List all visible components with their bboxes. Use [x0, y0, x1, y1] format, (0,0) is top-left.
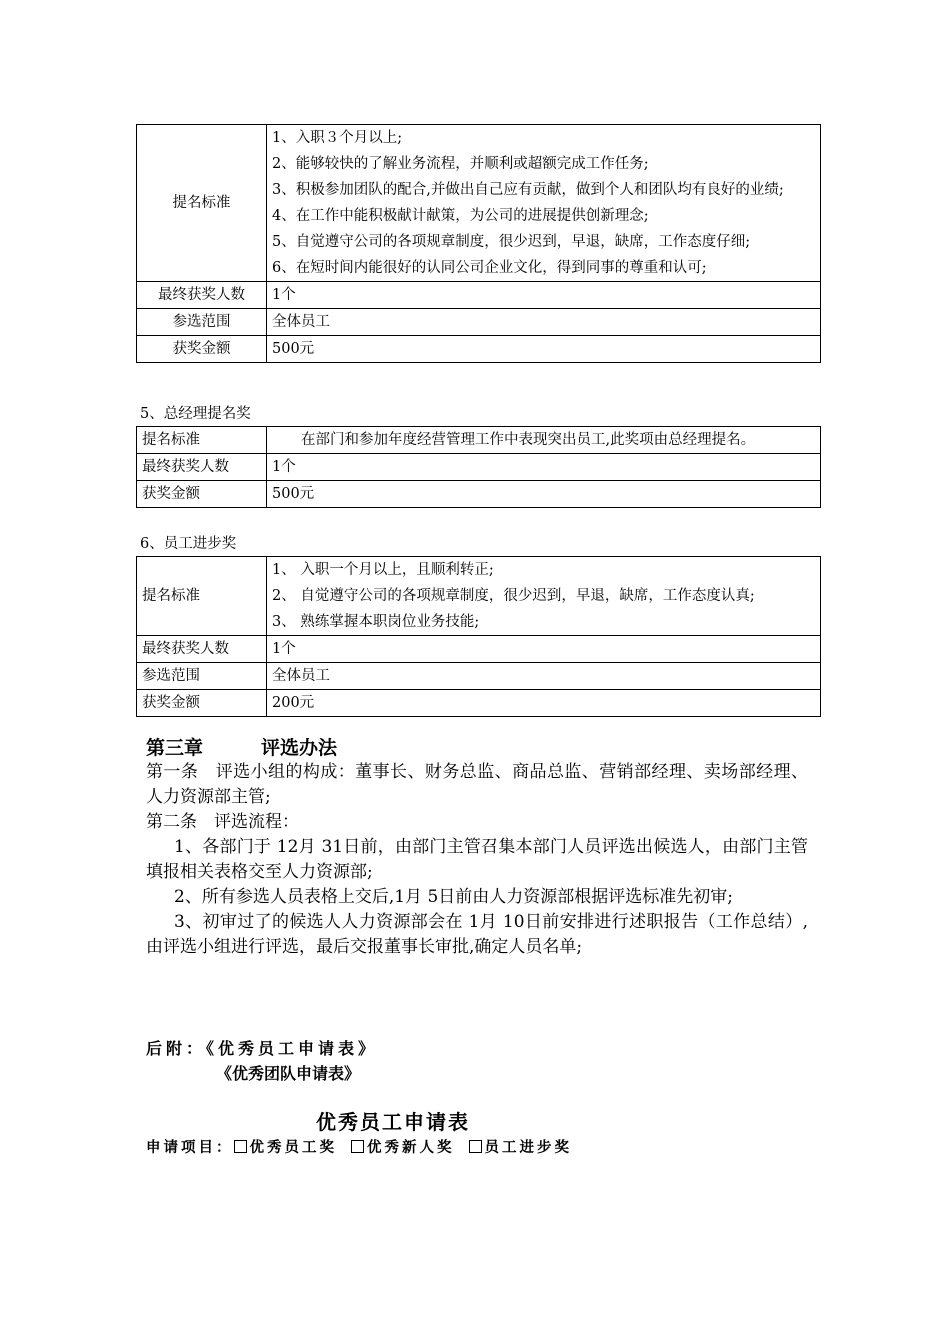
table-row — [137, 557, 821, 636]
table-row — [137, 454, 821, 481]
checkbox-icon[interactable] — [469, 1140, 482, 1153]
option-label: 优秀员工奖 — [249, 1140, 337, 1156]
criteria-line: 3、积极参加团队的配合,并做出自己应有贡献，做到个人和团队均有良好的业绩; — [272, 182, 784, 198]
winner-count-value: 1个 — [267, 282, 821, 309]
criteria-line: 2、能够较快的了解业务流程，并顺利或超额完成工作任务; — [272, 156, 649, 172]
prize-amount-value: 200元 — [267, 690, 821, 717]
winner-count-label: 最终获奖人数 — [137, 636, 267, 663]
option-label: 员工进步奖 — [484, 1140, 572, 1156]
gm-nomination-award-table — [136, 426, 821, 508]
option-employee-progress[interactable] — [469, 1140, 573, 1156]
nomination-criteria-label: 提名标准 — [137, 427, 267, 454]
criteria-line: 3、 熟练掌握本职岗位业务技能; — [272, 614, 480, 630]
paragraph: 1、各部门于 12月 31日前，由部门主管召集本部门人员评选出候选人，由部门主管填报相关表格交至人力资源部; — [146, 837, 808, 882]
eligibility-label: 参选范围 — [137, 663, 267, 690]
chapter-body — [146, 760, 808, 960]
eligibility-value: 全体员工 — [267, 663, 821, 690]
chapter-number: 第三章 — [146, 737, 204, 759]
criteria-line: 1、入职３个月以上; — [272, 130, 403, 146]
form-title: 优秀员工申请表 — [316, 1110, 470, 1134]
checkbox-icon[interactable] — [234, 1140, 247, 1153]
criteria-line: 4、在工作中能积极献计献策，为公司的进展提供创新理念; — [272, 208, 649, 224]
option-excellent-newcomer[interactable] — [351, 1140, 455, 1156]
table-row — [137, 690, 821, 717]
paragraph: 3、初审过了的候选人人力资源部会在 1月 10日前安排进行述职报告（工作总结）,由评选小组进行评选，最后交报董事长审批,确定人员名单; — [146, 912, 808, 957]
paragraph: 第二条 评选流程： — [146, 812, 299, 832]
nomination-criteria-value — [267, 557, 821, 636]
eligibility-value: 全体员工 — [267, 309, 821, 336]
prize-amount-label: 获奖金额 — [137, 481, 267, 508]
table-row — [137, 282, 821, 309]
criteria-line: 2、 自觉遵守公司的各项规章制度，很少迟到，早退，缺席，工作态度认真; — [272, 588, 755, 604]
appendix-item: 《优秀员工申请表》 — [206, 1039, 379, 1058]
table-row — [137, 481, 821, 508]
table-row — [137, 663, 821, 690]
prize-amount-label: 获奖金额 — [137, 336, 267, 363]
winner-count-value: 1个 — [267, 454, 821, 481]
paragraph: 2、所有参选人员表格上交后,1月 5日前由人力资源部根据评选标准先初审; — [174, 887, 733, 907]
appendix-label: 后附： — [146, 1039, 207, 1058]
paragraph: 第一条 评选小组的构成：董事长、财务总监、商品总监、营销部经理、卖场部经理、人力资源部主管; — [146, 762, 808, 807]
prize-amount-label: 获奖金额 — [137, 690, 267, 717]
chapter-heading — [146, 736, 337, 760]
table-row — [137, 309, 821, 336]
section-heading: 6、员工进步奖 — [140, 536, 237, 552]
chapter-title: 评选办法 — [261, 737, 338, 759]
table-row — [137, 125, 821, 282]
option-label: 优秀新人奖 — [367, 1140, 455, 1156]
winner-count-value: 1个 — [267, 636, 821, 663]
prize-amount-value: 500元 — [267, 336, 821, 363]
criteria-line: 6、在短时间内能很好的认同公司企业文化，得到同事的尊重和认可; — [272, 260, 707, 276]
section-heading: 5、总经理提名奖 — [140, 406, 251, 422]
table-row — [137, 636, 821, 663]
appendix — [146, 1036, 378, 1086]
apply-label: 申请项目： — [146, 1140, 234, 1156]
nomination-criteria-label: 提名标准 — [137, 125, 267, 282]
winner-count-label: 最终获奖人数 — [137, 282, 267, 309]
table-row — [137, 336, 821, 363]
application-items-row — [146, 1136, 586, 1157]
award-table-continued — [136, 124, 821, 363]
criteria-line: 1、 入职一个月以上，且顺利转正; — [272, 562, 494, 578]
nomination-criteria-label: 提名标准 — [137, 557, 267, 636]
option-excellent-employee[interactable] — [234, 1140, 338, 1156]
eligibility-label: 参选范围 — [137, 309, 267, 336]
prize-amount-value: 500元 — [267, 481, 821, 508]
table-row — [137, 427, 821, 454]
winner-count-label: 最终获奖人数 — [137, 454, 267, 481]
appendix-item: 《优秀团队申请表》 — [216, 1064, 361, 1083]
nomination-criteria-value — [267, 125, 821, 282]
progress-award-table — [136, 556, 821, 717]
criteria-line: 5、自觉遵守公司的各项规章制度，很少迟到，早退，缺席，工作态度仔细; — [272, 234, 751, 250]
checkbox-icon[interactable] — [351, 1140, 364, 1153]
nomination-criteria-value: 在部门和参加年度经营管理工作中表现突出员工,此奖项由总经理提名。 — [267, 427, 821, 454]
